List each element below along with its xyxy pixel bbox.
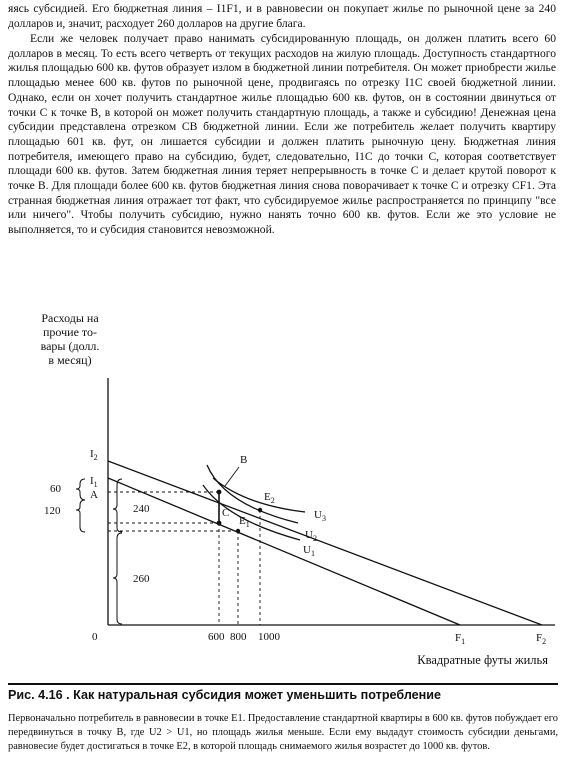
point-e1 — [236, 529, 240, 533]
caption-rule — [8, 683, 558, 685]
brace-60 — [76, 479, 85, 500]
y-axis-label-line4: в месяц) — [48, 353, 92, 367]
figure-caption-title: Рис. 4.16 . Как натуральная субсидия может уменьшить потребление — [8, 688, 442, 702]
label-i2: $I_2$ — [90, 448, 98, 462]
paragraph-main: Если же человек получает право нанимать субсидированную площадь, он должен платить всего 60 долларов в месяц. То есть всего четверть от текущих расходов на жилую площадь. Доступность стандартного жилья площадью 600 кв. футов образует излом в бюджетной линии потребителя. Он может приобрести жилье площадью менее 600 кв. футов по рыночной цене, продвигаясь по отрезку I1C своей бюджетной линии. Однако, если он хочет получить стандартное жилье площадью 600 кв. футов, он в состоянии двинуться от точки С к точке В, в которой он может получить стандартную площадь, а также и субсидию! Денежная цена субсидии представлена отрезком СВ бюджетной линии. Если же потребитель желает получить квартиру площадью 601 кв. фут, он лишается субсидии и должен платить рыночную цену. Бюджетная линия потребителя, имеющего право на субсидию, будет, следовательно, I1C до точки С, которая соответствует площади 600 кв. футов. Затем бюджетная линия теряет непрерывность в точке С и делает крутой поворот к точке В. Для площади более 600 кв. футов бюджетная линия снова поворачивает к точке С и отрезку CF1. Эта странная бюджетная линия отражает тот факт, что субсидируемое жилье распространяется по принципу "все или ничего". Чтобы получить субсидию, нужно нанять точно 600 кв. футов. Если же это условие не выполняется, то и субсидия становится невозможной. — [8, 32, 556, 237]
label-e1: $E_1$ — [239, 515, 250, 529]
point-c — [217, 521, 222, 526]
label-origin: 0 — [92, 631, 98, 643]
x-axis-label: Квадратные футы жилья — [417, 653, 548, 667]
label-f2: $F_2$ — [536, 632, 547, 646]
label-60: 60 — [50, 483, 61, 495]
pointer-b — [225, 467, 239, 486]
tick-1000: 1000 — [258, 631, 280, 643]
brace-120 — [76, 500, 85, 532]
paragraph-intro: яясь субсидией. Его бюджетная линия – I1F1, и в равновесии он покупает жилье по рыночной цене за 240 долларов и, значит, расходует 260 долларов на другие блага. — [8, 2, 556, 30]
label-120: 120 — [44, 505, 61, 517]
label-u2: $U_2$ — [305, 529, 317, 543]
label-260: 260 — [133, 573, 150, 585]
brace-260 — [113, 533, 122, 624]
label-i1: $I_1$ — [90, 475, 98, 489]
point-e2 — [258, 508, 262, 512]
label-240: 240 — [133, 503, 150, 515]
label-u1: $U_1$ — [303, 544, 315, 558]
brace-240 — [113, 479, 122, 532]
budget-line-i2f2 — [108, 461, 542, 625]
tick-800: 800 — [230, 631, 247, 643]
label-c: C — [222, 507, 230, 519]
figure-caption-text: Первоначально потребитель в равновесии в точке E1. Предоставление стандартной квартиры в 600 кв. футов побуждает его передвинуться в точку В, где U2 > U1, но площадь жилья меньше. Если ему выдадут стоимость субсидии деньгами, равновесие будет достигаться в точке E2, в которой площадь снимаемого жилья возрастет до 1000 кв. футов. — [8, 713, 558, 752]
indifference-curve-u2 — [207, 465, 298, 523]
point-b — [217, 490, 222, 495]
y-axis-label-line1: Расходы на — [41, 311, 99, 325]
y-axis-label-line3: вары (долл. — [40, 339, 100, 353]
budget-line-i1f1 — [108, 478, 460, 625]
label-b: B — [240, 454, 248, 466]
label-a: A — [90, 489, 98, 501]
label-u3: $U_3$ — [314, 509, 326, 523]
label-e2: $E_2$ — [264, 491, 275, 505]
label-f1: $F_1$ — [455, 632, 466, 646]
tick-600: 600 — [208, 631, 225, 643]
y-axis-label-line2: прочие то- — [43, 325, 97, 339]
